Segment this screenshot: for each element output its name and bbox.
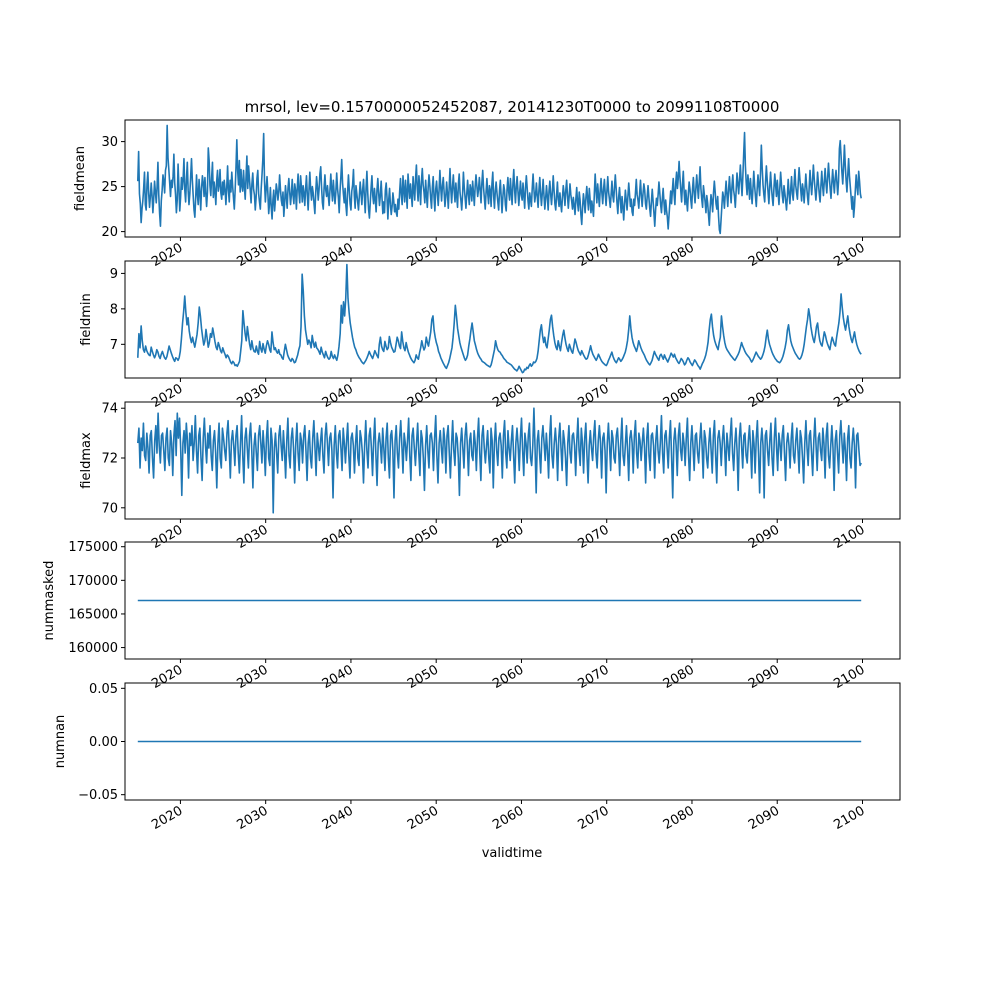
x-tick-label: 2040 xyxy=(319,522,356,553)
x-tick-label: 2060 xyxy=(490,240,527,271)
x-tick-label: 2060 xyxy=(490,381,527,412)
x-tick-label: 2100 xyxy=(831,662,868,693)
x-tick-label: 2090 xyxy=(746,381,783,412)
x-tick-label: 2050 xyxy=(405,803,442,834)
y-axis-label-numnan: numnan xyxy=(53,714,68,769)
y-axis-label-fieldmax: fieldmax xyxy=(79,432,94,489)
x-tick-label: 2070 xyxy=(575,381,612,412)
x-tick-label: 2070 xyxy=(575,522,612,553)
x-tick-label: 2090 xyxy=(746,240,783,271)
x-tick-label: 2080 xyxy=(660,522,697,553)
y-tick-label: 160000 xyxy=(68,641,118,657)
x-tick-label: 2070 xyxy=(575,803,612,834)
y-tick-label: 8 xyxy=(109,302,118,318)
x-tick-label: 2090 xyxy=(746,803,783,834)
x-tick-label: 2080 xyxy=(660,240,697,271)
y-tick-label: 170000 xyxy=(68,573,118,589)
x-tick-label: 2020 xyxy=(149,240,186,271)
x-tick-label: 2050 xyxy=(405,240,442,271)
x-tick-label: 2100 xyxy=(831,522,868,553)
y-tick-label: 0.00 xyxy=(89,735,118,750)
x-tick-label: 2020 xyxy=(149,522,186,553)
x-tick-label: 2040 xyxy=(319,662,356,693)
y-tick-label: 9 xyxy=(109,266,118,282)
y-tick-label: 30 xyxy=(101,135,118,151)
x-tick-label: 2040 xyxy=(319,381,356,412)
x-tick-label: 2050 xyxy=(405,662,442,693)
x-tick-label: 2090 xyxy=(746,522,783,553)
y-tick-label: 70 xyxy=(101,501,118,517)
x-tick-label: 2080 xyxy=(660,803,697,834)
x-tick-label: 2100 xyxy=(831,240,868,271)
x-tick-label: 2030 xyxy=(234,522,271,553)
y-axis-label-fieldmean: fieldmean xyxy=(73,146,88,211)
x-tick-label: 2060 xyxy=(490,803,527,834)
y-tick-label: 7 xyxy=(109,337,118,353)
x-tick-label: 2100 xyxy=(831,381,868,412)
x-tick-label: 2050 xyxy=(405,381,442,412)
x-axis-label: validtime xyxy=(481,846,543,861)
x-tick-label: 2020 xyxy=(149,662,186,693)
y-axis-label-fieldmin: fieldmin xyxy=(79,293,94,346)
y-tick-label: 0.05 xyxy=(89,681,118,697)
y-tick-label: 25 xyxy=(101,180,118,196)
y-axis-label-nummasked: nummasked xyxy=(42,560,57,641)
x-tick-label: 2090 xyxy=(746,662,783,693)
y-tick-label: 165000 xyxy=(68,607,118,623)
x-tick-label: 2030 xyxy=(234,662,271,693)
x-tick-label: 2080 xyxy=(660,381,697,412)
x-tick-label: 2030 xyxy=(234,240,271,271)
x-tick-label: 2030 xyxy=(234,803,271,834)
x-tick-label: 2070 xyxy=(575,240,612,271)
x-tick-label: 2030 xyxy=(234,381,271,412)
x-tick-label: 2040 xyxy=(319,240,356,271)
y-tick-label: 72 xyxy=(101,451,118,467)
x-tick-label: 2080 xyxy=(660,662,697,693)
x-tick-label: 2060 xyxy=(490,662,527,693)
x-tick-label: 2050 xyxy=(405,522,442,553)
x-tick-label: 2020 xyxy=(149,381,186,412)
x-tick-label: 2060 xyxy=(490,522,527,553)
figure-title: mrsol, lev=0.1570000052452087, 20141230T0000 to 20991108T0000 xyxy=(244,98,780,116)
x-tick-label: 2070 xyxy=(575,662,612,693)
x-tick-label: 2040 xyxy=(319,803,356,834)
y-tick-label: −0.05 xyxy=(78,788,118,804)
x-tick-label: 2100 xyxy=(831,803,868,834)
y-tick-label: 175000 xyxy=(68,540,118,556)
y-tick-label: 74 xyxy=(101,401,118,417)
x-tick-label: 2020 xyxy=(149,803,186,834)
y-tick-label: 20 xyxy=(101,225,118,241)
